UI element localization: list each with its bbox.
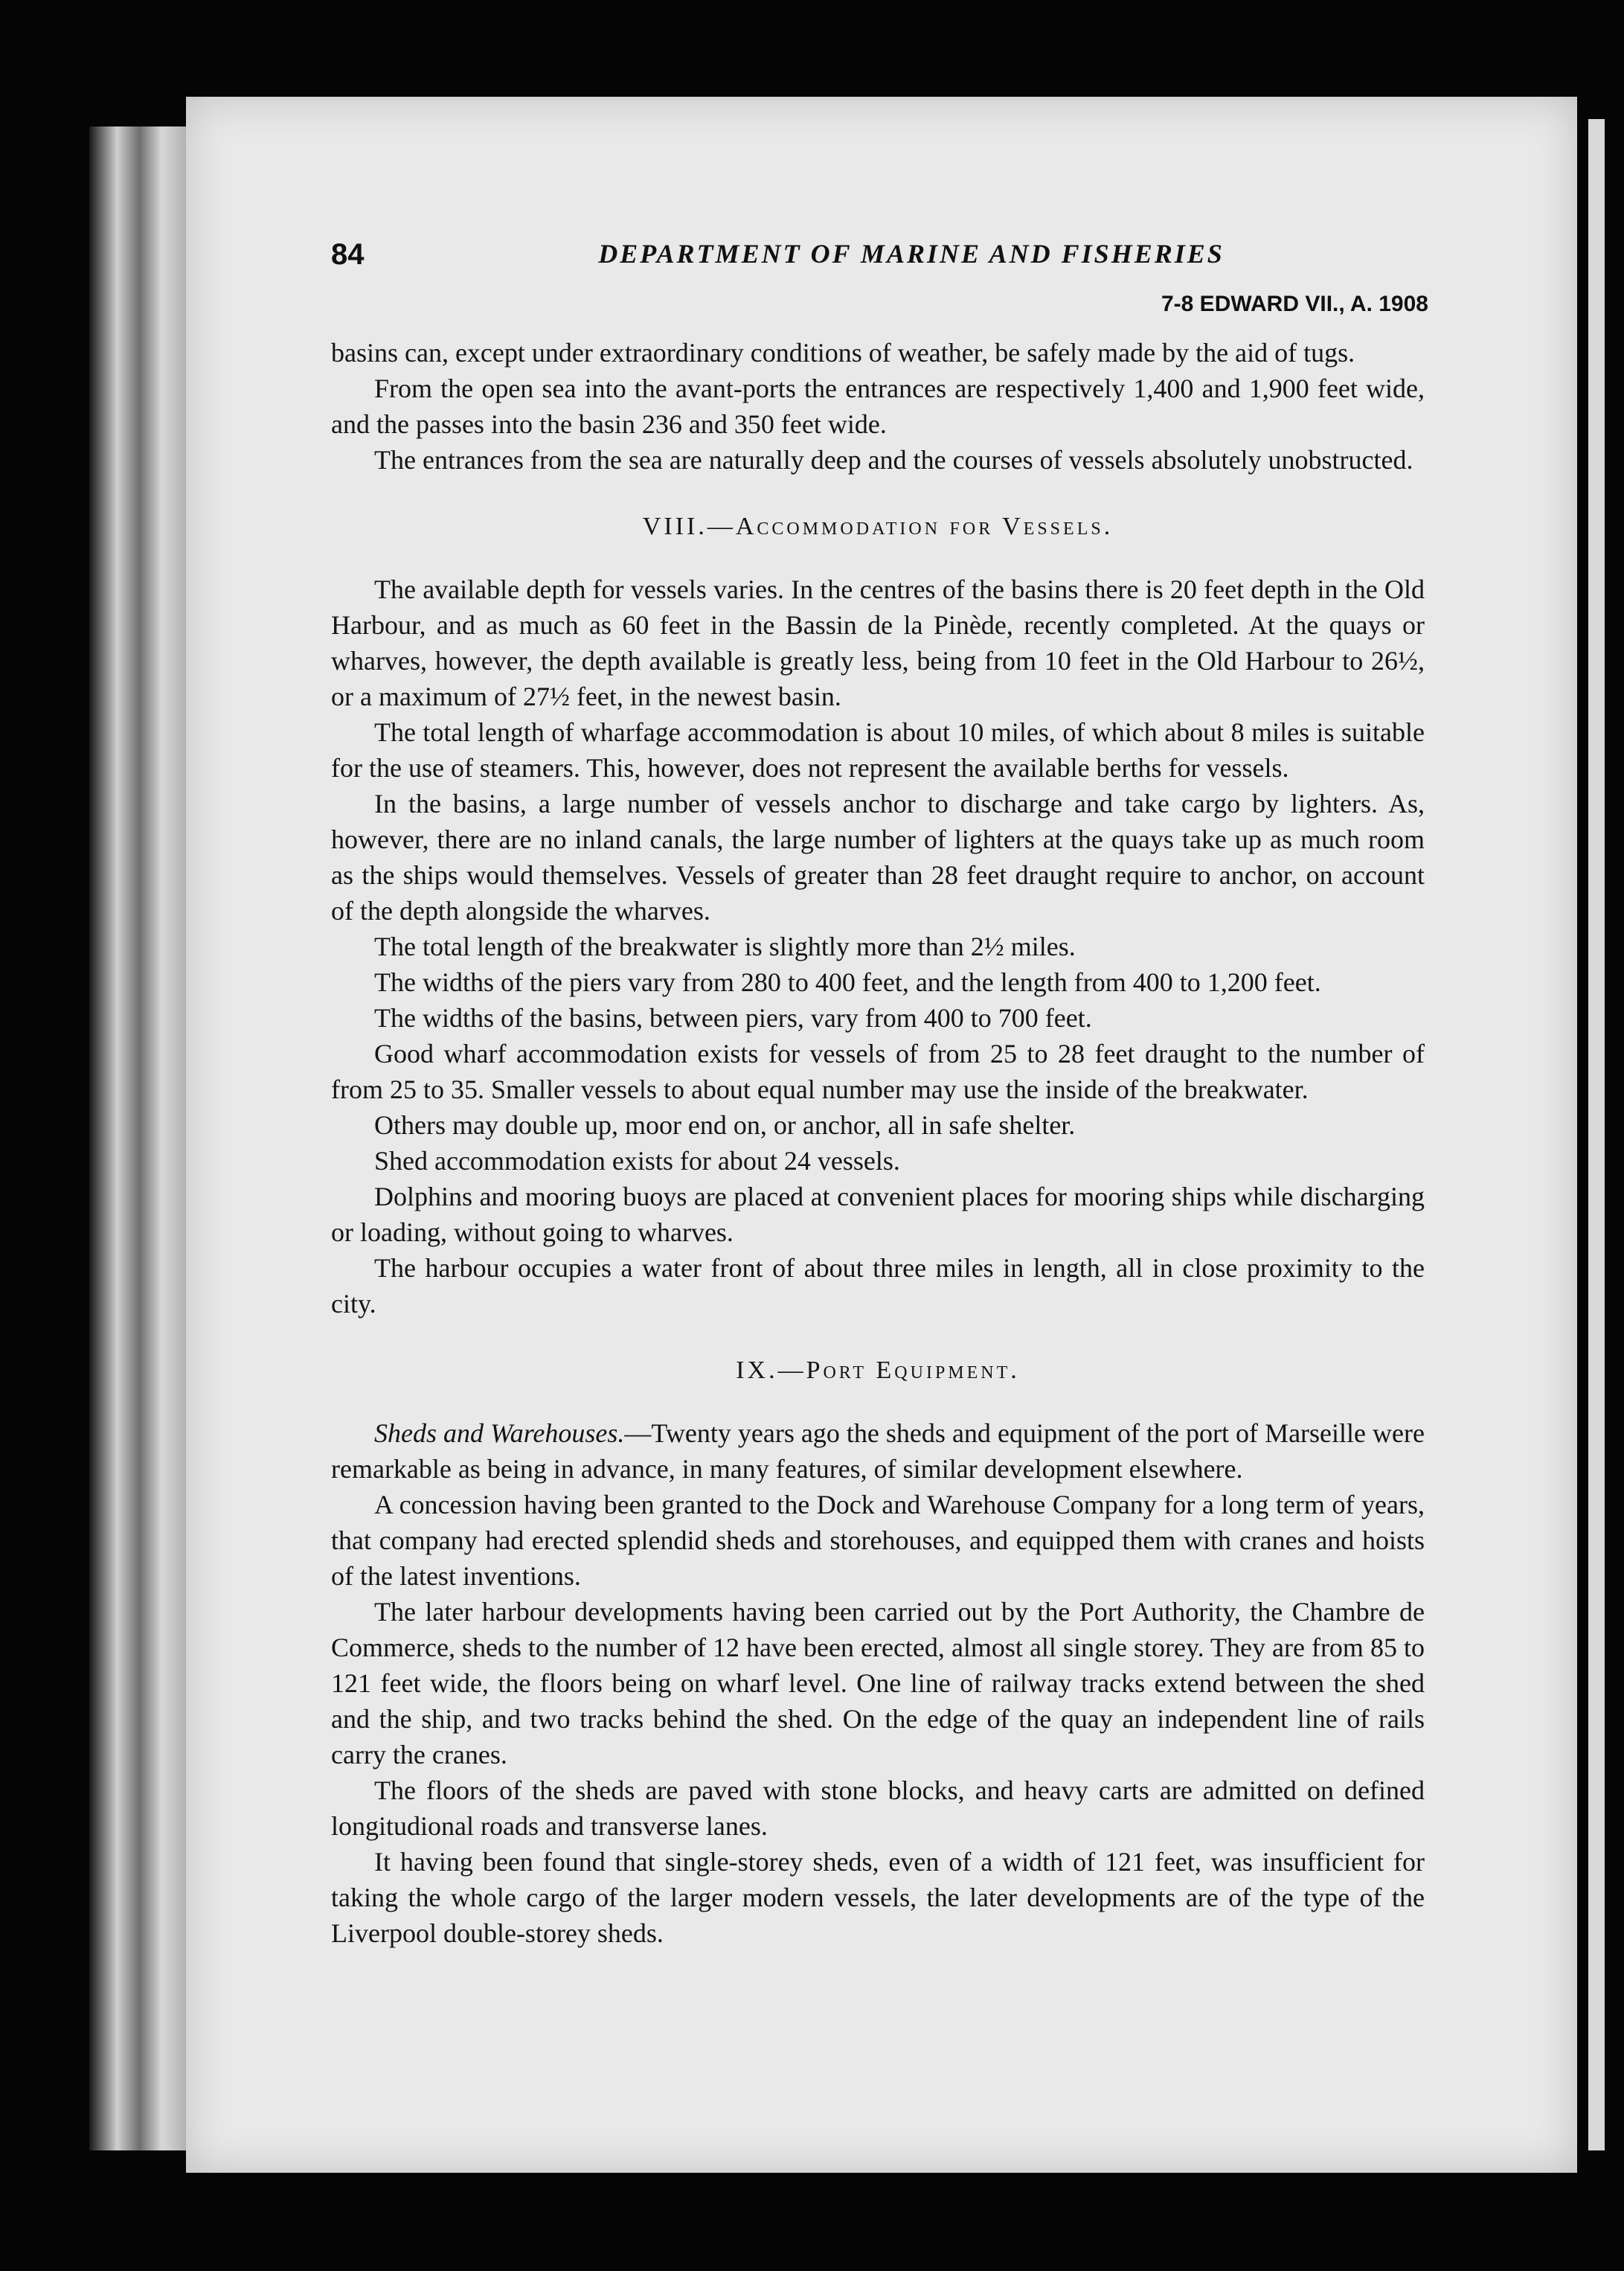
paragraph: Others may double up, moor end on, or anchor, all in safe shelter. xyxy=(374,1110,1076,1140)
facing-page-edge xyxy=(1588,119,1605,2150)
session-label: 7-8 EDWARD VII., A. 1908 xyxy=(1161,292,1428,316)
page-header xyxy=(331,238,1492,290)
paragraph xyxy=(331,1415,1425,1487)
paragraph: The floors of the sheds are paved with stone blocks, and heavy carts are admitted on defined longitudional roads and transverse lanes. xyxy=(331,1775,1425,1841)
paragraph: The widths of the piers vary from 280 to 400 feet, and the length from 400 to 1,200 feet. xyxy=(374,967,1321,997)
paragraph: The widths of the basins, between piers, vary from 400 to 700 feet. xyxy=(374,1003,1092,1033)
paragraph: The total length of the breakwater is slightly more than 2½ miles. xyxy=(374,932,1076,961)
paragraph: The available depth for vessels varies. In the centres of the basins there is 20 feet depth in the Old Harbour, and as much as 60 feet in the Bassin de la Pinède, recently completed. At the quays or wharves, however, the depth available is greatly less, being from 10 feet in the Old Harbour to 26½, or a maximum of 27½ feet, in the newest basin. xyxy=(331,574,1425,711)
paragraph: Dolphins and mooring buoys are placed at convenient places for mooring ships while discharging or loading, without going to wharves. xyxy=(331,1182,1425,1247)
paragraph: Good wharf accommodation exists for vessels of from 25 to 28 feet draught to the number of from 25 to 35. Smaller vessels to about equal number may use the inside of the breakwater. xyxy=(331,1039,1425,1104)
page-number: 84 xyxy=(331,238,365,271)
paragraph: The total length of wharfage accommodation is about 10 miles, of which about 8 miles is suitable for the use of steamers. This, however, does not represent the available berths for vessels. xyxy=(331,717,1425,783)
body-text xyxy=(331,335,1425,1951)
paragraph: Shed accommodation exists for about 24 vessels. xyxy=(374,1146,900,1176)
paragraph: The harbour occupies a water front of about three miles in length, all in close proximity to the city. xyxy=(331,1253,1425,1319)
paragraph: The entrances from the sea are naturally deep and the courses of vessels absolutely unobstructed. xyxy=(374,445,1413,475)
paragraph: In the basins, a large number of vessels anchor to discharge and take cargo by lighters. As, however, there are no inland canals, the large number of lighters at the quays take up as much room as the ships would themselves. Vessels of greater than 28 feet draught require to anchor, on account of the depth alongside the wharves. xyxy=(331,789,1425,926)
paragraph: A concession having been granted to the Dock and Warehouse Company for a long term of years, that company had erected splendid sheds and storehouses, and equipped them with cranes and hoists of the latest inventions. xyxy=(331,1490,1425,1591)
document-page xyxy=(186,97,1577,2173)
running-head: DEPARTMENT OF MARINE AND FISHERIES xyxy=(598,239,1225,269)
paragraph: basins can, except under extraordinary conditions of weather, be safely made by the aid of tugs. xyxy=(331,338,1355,368)
section-heading-ix: IX.—Port Equipment. xyxy=(736,1356,1020,1384)
run-in-heading: Sheds and Warehouses. xyxy=(374,1418,625,1448)
book-page-edges xyxy=(89,126,201,2150)
section-heading-viii: VIII.—Accommodation for Vessels. xyxy=(642,513,1114,540)
paragraph-text: —Twenty years ago the sheds and equipment of the port of Marseille were remarkable as being in advance, in many features, of similar development elsewhere. xyxy=(331,1418,1425,1484)
paragraph: The later harbour developments having been carried out by the Port Authority, the Chambre de Commerce, sheds to the number of 12 have been erected, almost all single storey. They are from 85 to 121 feet wide, the floors being on wharf level. One line of railway tracks extend between the shed and the ship, and two tracks behind the shed. On the edge of the quay an independent line of rails carry the cranes. xyxy=(331,1597,1425,1769)
paragraph: It having been found that single-storey sheds, even of a width of 121 feet, was insufficient for taking the whole cargo of the larger modern vessels, the later developments are of the type of the Liverpool double-storey sheds. xyxy=(331,1847,1425,1948)
paragraph: From the open sea into the avant-ports the entrances are respectively 1,400 and 1,900 feet wide, and the passes into the basin 236 and 350 feet wide. xyxy=(331,374,1425,439)
